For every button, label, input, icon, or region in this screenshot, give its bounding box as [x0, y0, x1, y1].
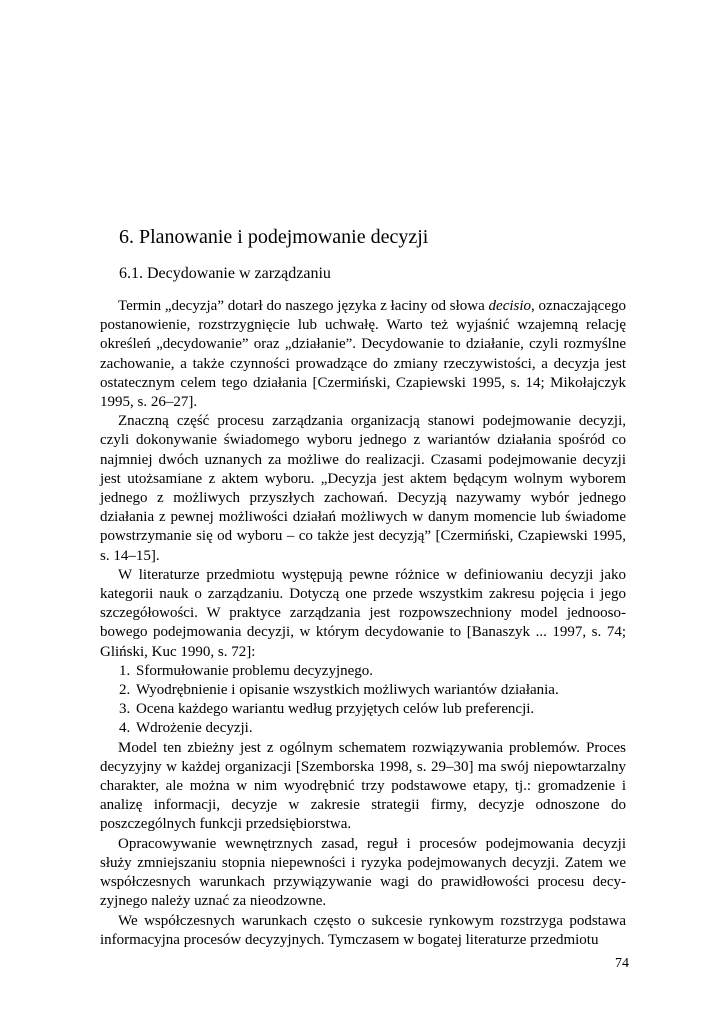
paragraph-4: Model ten zbieżny jest z ogólnym schematem rozwiązywania problemów. Proces decyzyjny w każdej organizacji [Szemborska 1998, s. 29–30] ma swój niepowtarzalny charakter, ale można w nim wyodrębnić trzy podstawowe etapy, tj.: gromadzenie i analizę informacji, decyzje w zakresie strategii firmy, decyzje odnoszone do poszczególnych funkcji przedsiębiorstwa.: [100, 739, 626, 833]
list-item-number: 4.: [119, 720, 131, 737]
list-item-text: Sformułowanie problemu decyzyjnego.: [136, 662, 374, 679]
decision-steps-list: [100, 662, 626, 739]
paragraph-1: [100, 297, 626, 412]
list-item: [100, 719, 626, 738]
section-title: 6.1. Decydowanie w zarządzaniu: [119, 265, 331, 282]
list-item: [100, 681, 626, 700]
list-item-text: Wdrożenie decyzji.: [136, 720, 253, 737]
body-text: [100, 297, 626, 950]
list-item-text: Wyodrębnienie i opisanie wszystkich możliwych wariantów działania.: [136, 682, 559, 699]
list-item: [100, 662, 626, 681]
paragraph-1-before: Termin „decyzja” dotarł do naszego języka z łaciny od słowa: [118, 298, 489, 314]
latin-term: decisio: [488, 298, 532, 314]
paragraph-3: W literaturze przedmiotu występują pewne różnice w definiowaniu decyzji jako kategorii nauk o zarządzaniu. Dotyczą one przede wszystkim zakresu pojęcia i jego szczegółowości. W praktyce zarządzania jest rozpowszechniony model jednoosobowego podejmowania decyzji, w którym decydowanie to [Banaszyk ... 1997, s. 74; Gliński, Kuc 1990, s. 72]:: [100, 566, 626, 660]
paragraph-1-after: , oznaczającego postanowienie, rozstrzygnięcie lub uchwałę. Warto też wyjaśnić wzajemną relację określeń „decydowanie” oraz „działanie”. Decydowanie to działanie, czyli rozmyślne zachowanie, a także czynności prowadzące do zmiany rzeczywistości, a decyzja jest ostatecznym celem tego działania [Czermiński, Czapiewski 1995, s. 14; Mikołajczyk 1995, s. 26–27].: [100, 298, 626, 411]
chapter-title: 6. Planowanie i podejmowanie decyzji: [119, 226, 429, 248]
paragraph-6: We współczesnych warunkach często o sukcesie rynkowym rozstrzyga podstawa informacyjna procesów decyzyjnych. Tymczasem w bogatej literaturze przedmiotu: [100, 912, 626, 948]
list-item-number: 3.: [119, 701, 131, 718]
paragraph-2: Znaczną część procesu zarządzania organizacją stanowi podejmowanie decyzji, czyli dokonywanie świadomego wyboru jednego z wariantów działania spośród co najmniej dwóch uznanych za możliwe do realizacji. Czasami podejmowanie decyzji jest utożsamiane z aktem wyboru. „Decyzja jest aktem będącym wolnym wyborem jednego z możliwych przyszłych zachowań. Decyzją nazywamy wybór jednego działania z pewnej możliwości działań możliwych w danym momencie lub świadome powstrzymanie się od wyboru – co także jest decyzją” [Czermiński, Czapiewski 1995, s. 14–15].: [100, 413, 626, 564]
list-item-number: 1.: [119, 662, 131, 679]
paragraph-5: Opracowywanie wewnętrznych zasad, reguł i procesów podejmowania decyzji służy zmniejszaniu stopnia niepewności i ryzyka podejmowanych decyzji. Zatem we współczesnych warunkach przywiązywanie wagi do prawidłowości procesu decyzyjnego należy uznać za nieodzowne.: [100, 835, 626, 910]
list-item: [100, 700, 626, 719]
page-number: 74: [615, 956, 629, 971]
list-item-text: Ocena każdego wariantu według przyjętych celów lub preferencji.: [136, 701, 535, 718]
list-item-number: 2.: [119, 682, 131, 699]
